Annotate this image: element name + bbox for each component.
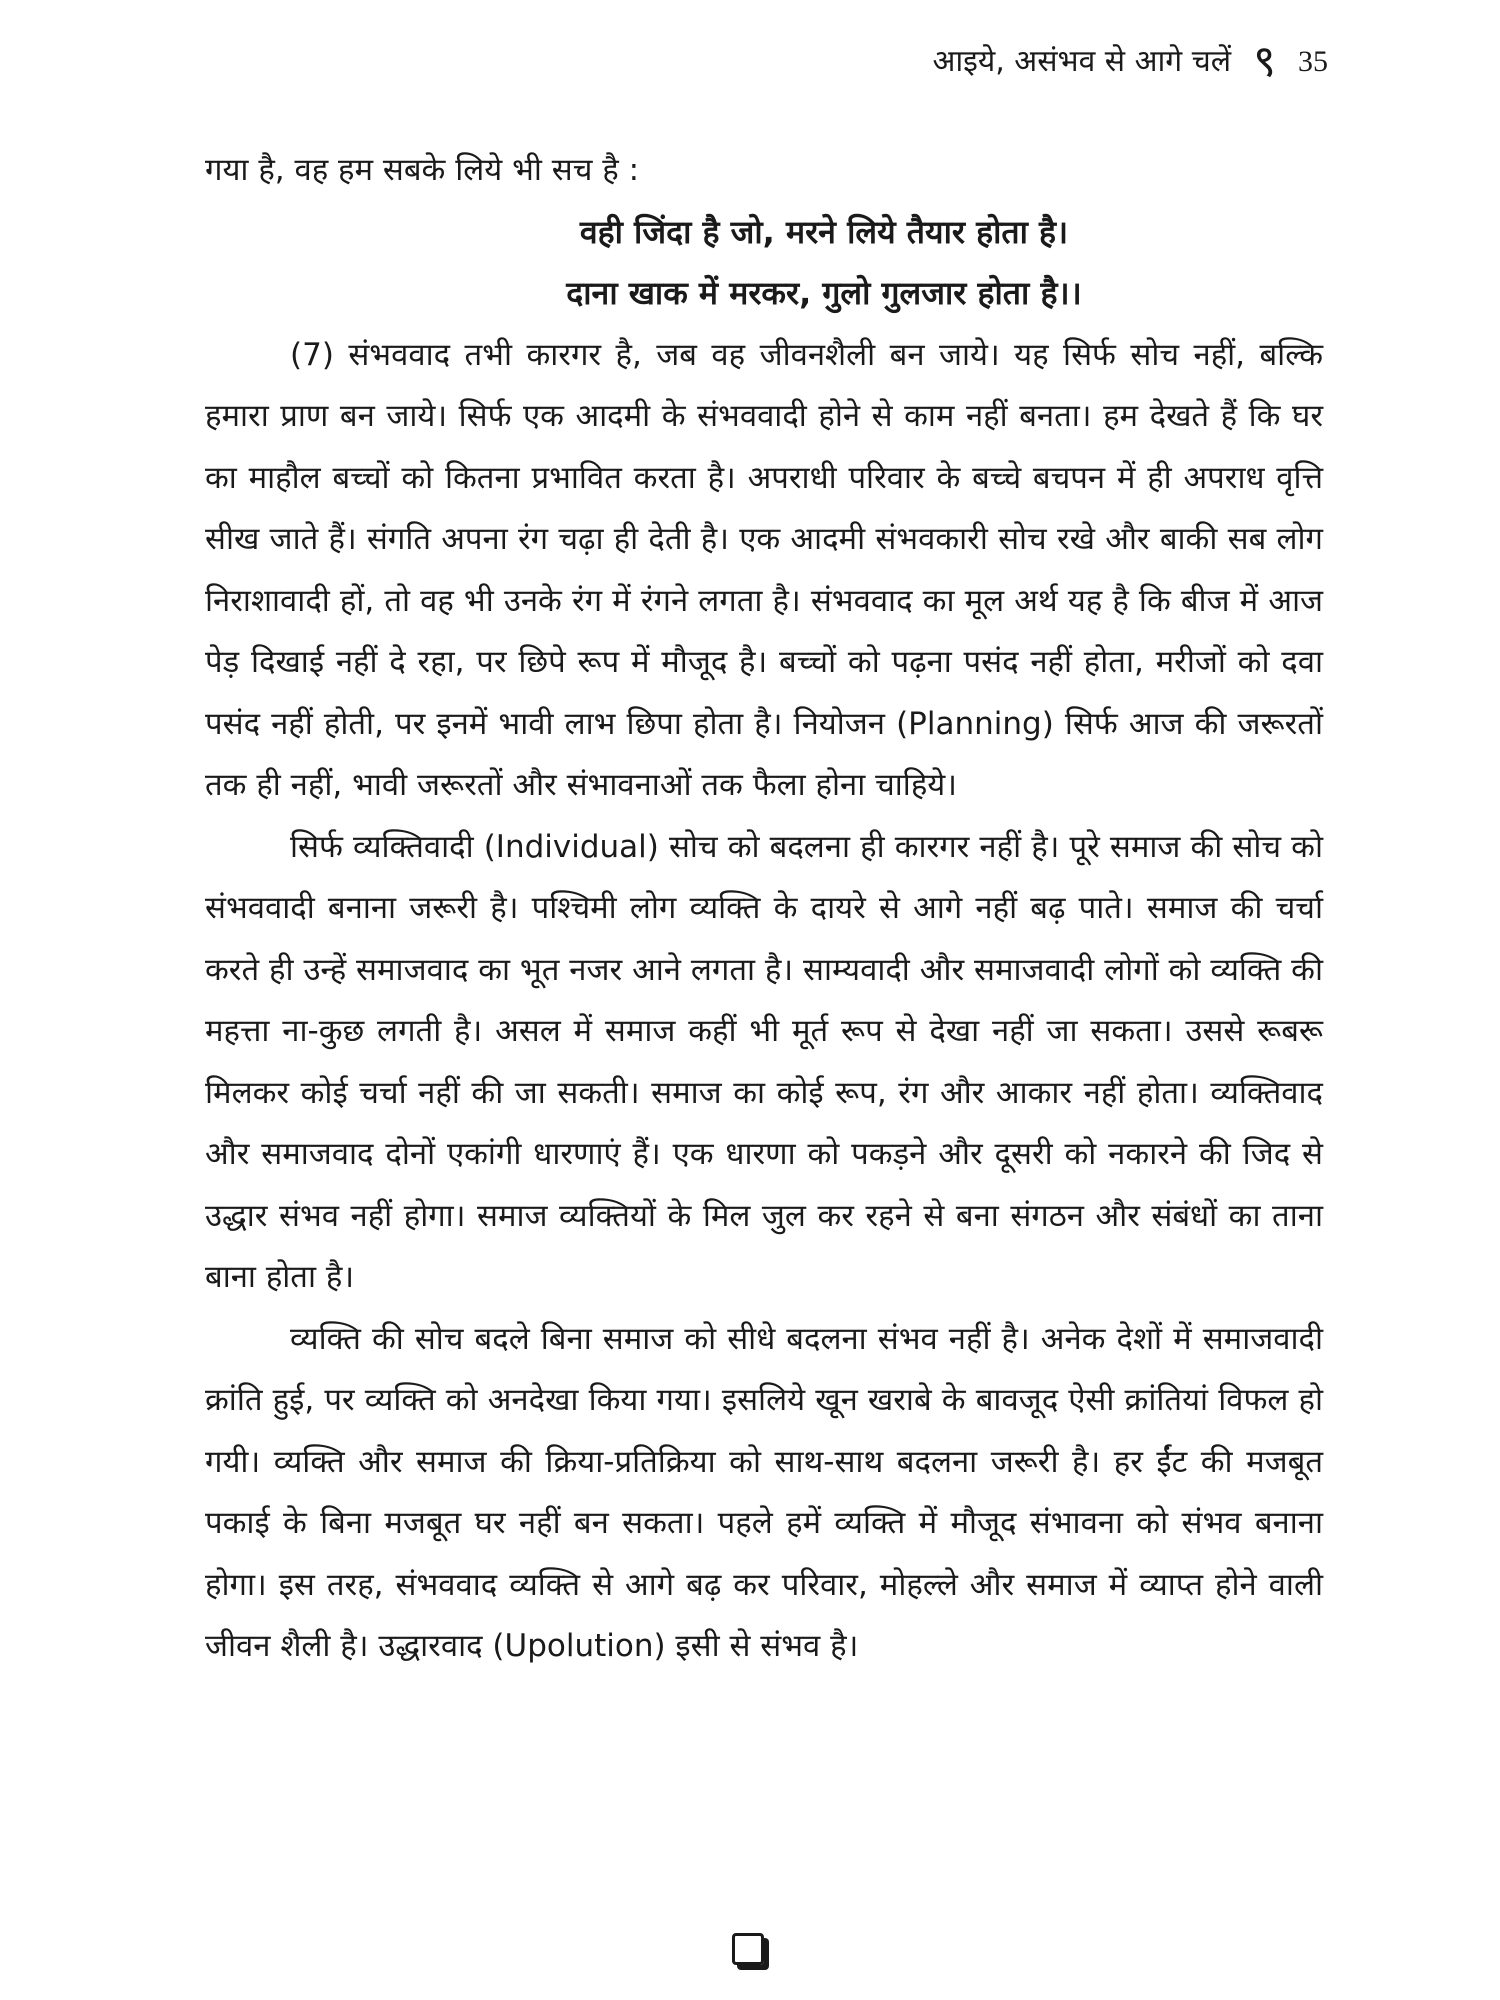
- paragraph-continuation: गया है, वह हम सबके लिये भी सच है :: [205, 152, 640, 188]
- running-header: [932, 36, 1328, 87]
- square-end-mark-icon: [732, 1933, 764, 1965]
- paragraph-7: (7) संभववाद तभी कारगर है, जब वह जीवनशैली बन जाये। यह सिर्फ सोच नहीं, बल्कि हमारा प्राण बन जाये। सिर्फ एक आदमी के संभववादी होने से काम नहीं बनता। हम देखते हैं कि घर का माहौल बच्चों को कितना प्रभावित करता है। अपराधी परिवार के बच्चे बचपन में ही अपराध वृत्ति सीख जाते हैं। संगति अपना रंग चढ़ा ही देती है। एक आदमी संभवकारी सोच रखे और बाकी सब लोग निराशावादी हों, तो वह भी उनके रंग में रंगने लगता है। संभववाद का मूल अर्थ यह है कि बीज में आज पेड़ दिखाई नहीं दे रहा, पर छिपे रूप में मौजूद है। बच्चों को पढ़ना पसंद नहीं होता, मरीजों को दवा पसंद नहीं होती, पर इनमें भावी लाभ छिपा होता है। नियोजन (Planning) सिर्फ आज की जरूरतों तक ही नहीं, भावी जरूरतों और संभावनाओं तक फैला होना चाहिये।: [205, 336, 1323, 803]
- verse-line-1: वही जिंदा है जो, मरने लिये तैयार होता है।: [579, 212, 1069, 251]
- running-title: आइये, असंभव से आगे चलें: [932, 44, 1232, 79]
- verse-line-2: दाना खाक में मरकर, गुलो गुलजार होता है।।: [566, 274, 1082, 312]
- page-number: 35: [1298, 45, 1328, 78]
- paragraph-society: व्यक्ति की सोच बदले बिना समाज को सीधे बदलना संभव नहीं है। अनेक देशों में समाजवादी क्रांति हुई, पर व्यक्ति को अनदेखा किया गया। इसलिये खून खराबे के बावजूद ऐसी क्रांतियां विफल हो गयी। व्यक्ति और समाज की क्रिया-प्रतिक्रिया को साथ-साथ बदलना जरूरी है। हर ईंट की मजबूत पकाई के बिना मजबूत घर नहीं बन सकता। पहले हमें व्यक्ति में मौजूद संभावना को संभव बनाना होगा। इस तरह, संभववाद व्यक्ति से आगे बढ़ कर परिवार, मोहल्ले और समाज में व्याप्त होने वाली जीवन शैली है। उद्धारवाद (Upolution) इसी से संभव है।: [205, 1320, 1323, 1664]
- body-text: [205, 140, 1323, 1678]
- ornament-glyph: ९: [1253, 36, 1276, 87]
- paragraph-individualism: सिर्फ व्यक्तिवादी (Individual) सोच को बदलना ही कारगर नहीं है। पूरे समाज की सोच को संभववादी बनाना जरूरी है। पश्चिमी लोग व्यक्ति के दायरे से आगे नहीं बढ़ पाते। समाज की चर्चा करते ही उन्हें समाजवाद का भूत नजर आने लगता है। साम्यवादी और समाजवादी लोगों को व्यक्ति की महत्ता ना-कुछ लगती है। असल में समाज कहीं भी मूर्त रूप से देखा नहीं जा सकता। उससे रूबरू मिलकर कोई चर्चा नहीं की जा सकती। समाज का कोई रूप, रंग और आकार नहीं होता। व्यक्तिवाद और समाजवाद दोनों एकांगी धारणाएं हैं। एक धारणा को पकड़ने और दूसरी को नकारने की जिद से उद्धार संभव नहीं होगा। समाज व्यक्तियों के मिल जुल कर रहने से बना संगठन और संबंधों का ताना बाना होता है।: [205, 828, 1323, 1295]
